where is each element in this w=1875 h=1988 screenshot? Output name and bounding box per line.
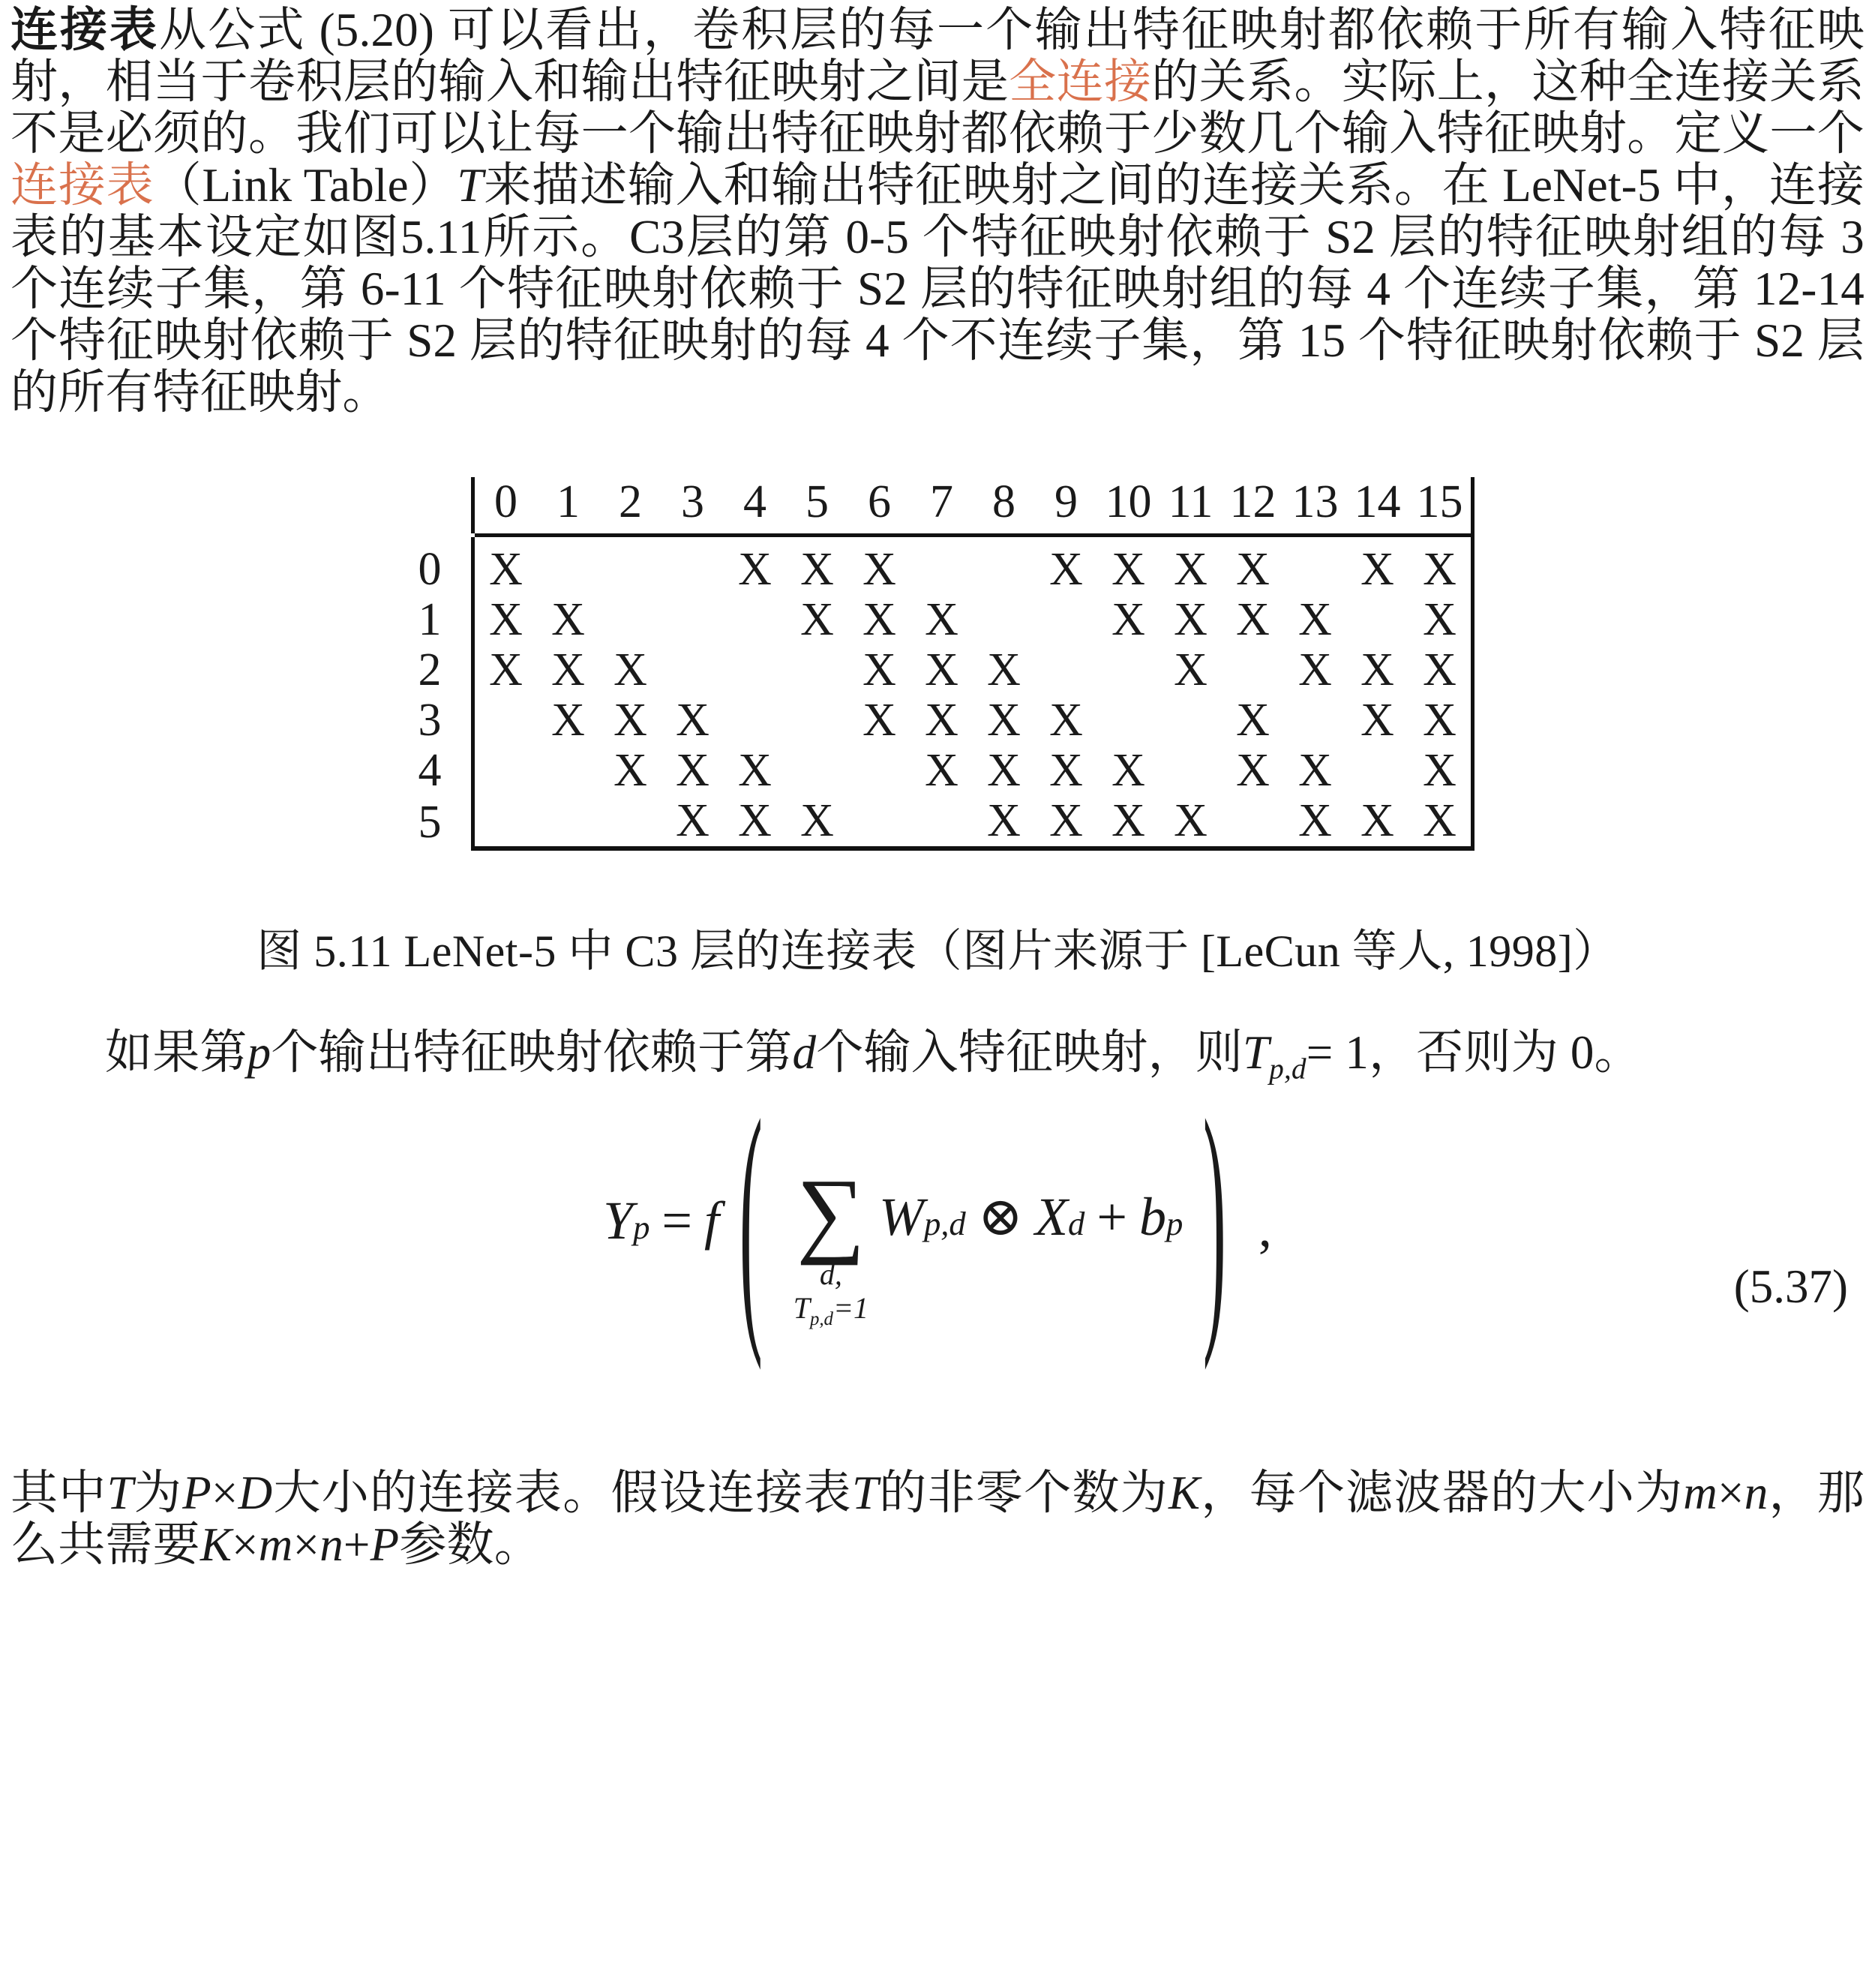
equation-function-f: f [704, 1190, 720, 1251]
equation-block [10, 1067, 1864, 1420]
column-header-6: 6 [848, 477, 910, 536]
equation-b-superscript: p [1166, 1204, 1184, 1242]
table-row [400, 595, 1473, 645]
equation-X-superscript: d [1068, 1204, 1085, 1242]
row-header-1: 1 [418, 594, 442, 646]
symbol-T-aftereq: T [106, 1467, 134, 1520]
row-header-0: 0 [418, 544, 442, 596]
equation-plus: + [1096, 1186, 1127, 1247]
equation-summation [793, 1159, 868, 1330]
equation-Y: Y [603, 1190, 634, 1251]
afterfig-part1: 如果第 [105, 1026, 248, 1079]
column-header-13: 13 [1284, 477, 1346, 536]
equation-body [10, 1067, 1864, 1375]
column-header-8: 8 [973, 477, 1035, 536]
table-header-row [400, 477, 1473, 536]
symbol-n: n [1744, 1467, 1768, 1520]
sigma-icon: ∑ [796, 1159, 866, 1266]
table-cell-4-7: X [925, 745, 958, 797]
column-header-10: 10 [1097, 477, 1160, 536]
table-corner-cell [400, 477, 473, 536]
table-cell-5-11: X [1160, 796, 1222, 848]
table-cell-1-14 [1346, 595, 1408, 645]
table-cell-3-2: X [614, 695, 647, 746]
table-cell-2-9 [1035, 645, 1097, 695]
table-cell-5-3: X [662, 796, 724, 848]
table-cell-5-1 [537, 796, 599, 848]
column-header-4: 4 [724, 477, 786, 536]
sum-limit-line-1: d, [819, 1257, 842, 1292]
column-header-12: 12 [1222, 477, 1284, 536]
table-row [400, 695, 1473, 746]
table-cell-2-11: X [1174, 644, 1208, 696]
plus-operator: + [343, 1518, 370, 1572]
table-cell-0-2 [599, 535, 662, 595]
equation-W: W [878, 1186, 924, 1247]
highlight-link-table: 连接表 [10, 158, 154, 212]
table-cell-5-6 [848, 796, 910, 848]
table-cell-4-12: X [1236, 745, 1270, 797]
table-cell-2-13: X [1298, 644, 1332, 696]
column-header-2: 2 [599, 477, 662, 536]
table-cell-4-11 [1160, 746, 1222, 796]
figure-caption: 图 5.11 LeNet-5 中 C3 层的连接表（图片来源于 [LeCun 等人, 1998]） [256, 926, 1618, 976]
paragraph-after-figure [10, 1027, 1864, 1086]
table-cell-5-5: X [786, 796, 848, 848]
table-cell-4-14 [1346, 746, 1408, 796]
equation-trailing-comma: , [1258, 1197, 1272, 1258]
aftereq-part6: ，那么共需要 [10, 1467, 1865, 1572]
summation-limits [794, 1258, 868, 1330]
afterfig-part4: = 1 [1306, 1026, 1370, 1079]
figure-link-table [10, 477, 1864, 851]
symbol-T2: T [851, 1467, 879, 1520]
symbol-p: p [247, 1026, 272, 1079]
table-cell-1-5: X [800, 594, 834, 646]
table-cell-3-5 [786, 695, 848, 746]
table-cell-0-3 [662, 535, 724, 595]
page-root [0, 5, 1875, 1988]
intro-text-part1: 从公式 (5.20) 可以看出，卷积层的每一个输出特征映射都依赖于所有输入特征映射，相当于卷积层的输入和输出特征映射之间是 [10, 4, 1864, 108]
table-cell-5-9: X [1035, 796, 1097, 848]
table-cell-0-0: X [473, 535, 538, 595]
aftereq-part5: ，每个滤波器的大小为 [1200, 1467, 1684, 1520]
table-cell-0-9: X [1049, 544, 1083, 596]
table-cell-3-6: X [862, 695, 896, 746]
table-cell-4-8: X [987, 745, 1021, 797]
table-cell-2-3 [662, 645, 724, 695]
table-cell-0-14: X [1360, 544, 1394, 596]
symbol-d: d [792, 1026, 817, 1079]
table-cell-4-1 [537, 746, 599, 796]
table-cell-4-13: X [1298, 745, 1332, 797]
link-table [400, 477, 1474, 851]
equation-Y-superscript: p [633, 1208, 650, 1246]
times-operator-3: × [232, 1518, 259, 1572]
table-cell-5-2 [599, 796, 662, 848]
row-header-4: 4 [418, 745, 442, 797]
table-cell-0-11: X [1174, 544, 1208, 596]
aftereq-part2: 为 [133, 1467, 183, 1520]
times-operator-2: × [1718, 1467, 1744, 1520]
table-row [400, 796, 1473, 848]
aftereq-part3: 大小的连接表。假设连接表 [272, 1467, 852, 1520]
column-header-9: 9 [1035, 477, 1097, 536]
table-row [400, 645, 1473, 695]
table-cell-2-7: X [925, 644, 958, 696]
table-cell-2-2: X [614, 644, 647, 696]
table-cell-1-0: X [473, 595, 538, 645]
afterfig-part3: 个输入特征映射，则 [816, 1026, 1244, 1079]
table-cell-0-6: X [862, 544, 896, 596]
table-cell-5-12 [1222, 796, 1284, 848]
table-cell-3-0 [473, 695, 538, 746]
row-header-5: 5 [418, 796, 442, 848]
row-header-3: 3 [418, 695, 442, 746]
table-cell-1-9 [1035, 595, 1097, 645]
equation-equals: = [662, 1190, 693, 1251]
symbol-T-intro: T [457, 158, 484, 212]
aftereq-part7: 参数。 [399, 1518, 542, 1572]
table-cell-1-6: X [862, 594, 896, 646]
intro-text-part3: （Link Table） [154, 158, 458, 212]
symbol-m: m [1683, 1467, 1718, 1520]
column-header-14: 14 [1346, 477, 1408, 536]
column-header-5: 5 [786, 477, 848, 536]
sum-limit-equals-one: =1 [832, 1291, 868, 1326]
column-header-15: 15 [1408, 477, 1473, 536]
table-body [400, 535, 1473, 848]
table-cell-2-8: X [987, 644, 1021, 696]
highlight-fully-connected: 全连接 [1009, 55, 1152, 108]
symbol-K: K [1168, 1467, 1201, 1520]
aftereq-part4: 的非零个数为 [878, 1467, 1169, 1520]
equation-close-paren: ) [1203, 1067, 1227, 1375]
symbol-P2: P [370, 1518, 400, 1572]
paragraph-link-table-intro [10, 5, 1864, 419]
table-cell-2-6: X [862, 644, 896, 696]
convolution-operator-icon: ⊗ [977, 1186, 1024, 1247]
equation-W-superscript: p,d [923, 1204, 966, 1242]
table-cell-5-4: X [724, 796, 786, 848]
table-cell-0-15: X [1408, 535, 1473, 595]
equation-b: b [1138, 1186, 1166, 1247]
sum-limit-T: T [793, 1291, 810, 1326]
symbol-K2: K [200, 1518, 232, 1572]
table-cell-3-7: X [925, 695, 958, 746]
table-cell-1-15: X [1408, 595, 1473, 645]
table-cell-3-3: X [676, 695, 710, 746]
paragraph-after-equation [10, 1467, 1864, 1571]
column-header-1: 1 [537, 477, 599, 536]
table-cell-0-12: X [1236, 544, 1270, 596]
table-cell-3-15: X [1408, 695, 1473, 746]
table-cell-2-0: X [473, 645, 538, 695]
symbol-n2: n [320, 1518, 344, 1572]
table-cell-5-13: X [1284, 796, 1346, 848]
table-cell-3-14: X [1360, 695, 1394, 746]
table-cell-5-14: X [1346, 796, 1408, 848]
aftereq-part1: 其中 [10, 1467, 107, 1520]
table-cell-0-8 [973, 535, 1035, 595]
table-cell-5-0 [473, 796, 538, 848]
table-cell-3-13 [1284, 695, 1346, 746]
table-cell-1-12: X [1236, 594, 1270, 646]
table-cell-1-10: X [1112, 594, 1145, 646]
table-cell-3-1: X [551, 695, 585, 746]
intro-text-part4: 来描述输入和输出特征映射之间的连接关系。在 LeNet-5 中，连接表的基本设定如图5.11所示。C3层的第 0-5 个特征映射依赖于 S2 层的特征映射组的每 3 个连续子集，第 6-11 个特征映射依赖于 S2 层的特征映射组的每 4 个连续子集，第 12-14 个特征映射依赖于 S2 层的特征映射的每 4 个不连续子集，第 15 个特征映射依赖于 S2 层的所有特征映射。 [10, 158, 1864, 419]
intro-text-part2: 的关系。实际上，这种全连接关系不是必须的。我们可以让每一个输出特征映射都依赖于少数几个输入特征映射。定义一个 [10, 55, 1864, 160]
equation-lhs [603, 1190, 719, 1252]
sum-limit-T-subscript: p,d [809, 1309, 833, 1330]
table-cell-4-2: X [614, 745, 647, 797]
equation-main-expression [879, 1185, 1183, 1248]
table-cell-5-10: X [1097, 796, 1160, 848]
column-header-3: 3 [662, 477, 724, 536]
table-cell-0-13 [1284, 535, 1346, 595]
symbol-m2: m [258, 1518, 293, 1572]
table-cell-1-11: X [1174, 594, 1208, 646]
symbol-T-subscript: p,d [1269, 1053, 1306, 1086]
times-operator-4: × [292, 1518, 320, 1572]
table-cell-4-5 [786, 746, 848, 796]
column-header-7: 7 [910, 477, 973, 536]
table-cell-5-7 [910, 796, 973, 848]
table-cell-2-12 [1222, 645, 1284, 695]
table-cell-2-14: X [1360, 644, 1394, 696]
column-header-0: 0 [473, 477, 538, 536]
table-cell-4-15: X [1408, 746, 1473, 796]
term-link-table: 连接表 [10, 4, 160, 56]
equation-number: (5.37) [1733, 1260, 1848, 1314]
table-cell-2-15: X [1408, 645, 1473, 695]
table-cell-4-3: X [676, 745, 710, 797]
table-cell-1-7: X [925, 594, 958, 646]
table-cell-2-5 [786, 645, 848, 695]
afterfig-part2: 个输出特征映射依赖于第 [271, 1026, 793, 1079]
table-cell-0-4: X [738, 544, 772, 596]
symbol-P: P [182, 1467, 212, 1520]
table-cell-1-1: X [551, 594, 585, 646]
table-cell-2-4 [724, 645, 786, 695]
table-cell-0-10: X [1112, 544, 1145, 596]
equation-open-paren: ( [739, 1067, 763, 1375]
table-cell-4-0 [473, 746, 538, 796]
table-cell-3-10 [1097, 695, 1160, 746]
table-cell-0-1 [537, 535, 599, 595]
table-cell-4-4: X [738, 745, 772, 797]
table-cell-1-4 [724, 595, 786, 645]
table-cell-3-9: X [1049, 695, 1083, 746]
table-cell-5-8: X [973, 796, 1035, 848]
equation-X: X [1035, 1186, 1069, 1247]
column-header-11: 11 [1160, 477, 1222, 536]
table-cell-4-9: X [1049, 745, 1083, 797]
table-cell-0-5: X [800, 544, 834, 596]
table-cell-4-10: X [1112, 745, 1145, 797]
table-cell-2-10 [1097, 645, 1160, 695]
table-cell-1-8 [973, 595, 1035, 645]
table-cell-1-2 [599, 595, 662, 645]
table-cell-4-6 [848, 746, 910, 796]
table-row [400, 535, 1473, 595]
table-cell-5-15: X [1408, 796, 1473, 848]
table-cell-3-11 [1160, 695, 1222, 746]
table-cell-3-4 [724, 695, 786, 746]
symbol-D: D [238, 1467, 273, 1520]
row-header-2: 2 [418, 644, 442, 696]
table-row [400, 746, 1473, 796]
symbol-T-afterfig: T [1243, 1026, 1270, 1079]
table-cell-3-8: X [987, 695, 1021, 746]
table-cell-2-1: X [551, 644, 585, 696]
table-cell-1-13: X [1298, 594, 1332, 646]
table-cell-0-7 [910, 535, 973, 595]
table-cell-3-12: X [1236, 695, 1270, 746]
times-operator-1: × [211, 1467, 238, 1520]
table-cell-1-3 [662, 595, 724, 645]
afterfig-part5: ，否则为 0。 [1369, 1026, 1642, 1079]
